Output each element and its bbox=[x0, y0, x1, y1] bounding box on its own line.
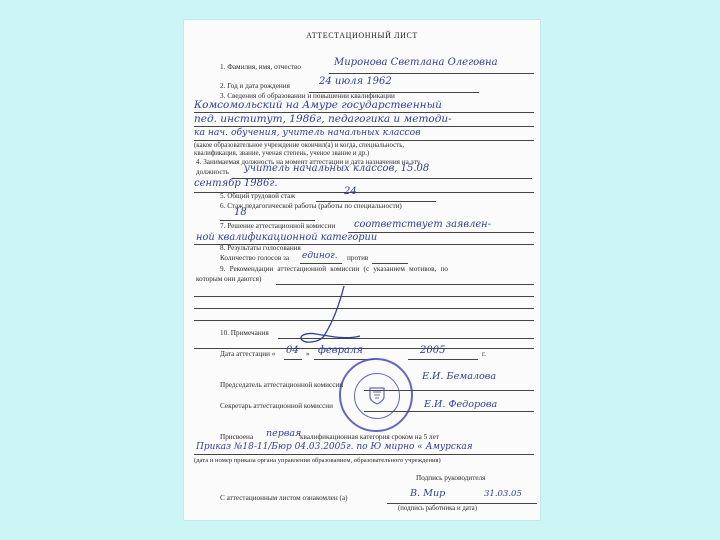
field-1-line bbox=[329, 73, 534, 74]
assigned-suffix: квалификационная категория сроком на 5 лет bbox=[300, 433, 439, 441]
field-1-label: 1. Фамилия, имя, отчество bbox=[220, 63, 301, 71]
field-3-note-2: квалификация, звание, ученая степень, ученое звание и др.) bbox=[194, 150, 370, 157]
field-3-value-line-3: ка нач. обучения, учитель начальных классов bbox=[194, 127, 421, 138]
ack-label: С аттестационным листом ознакомлен (а) bbox=[220, 494, 348, 502]
field-3-note-1: (какое образовательное учреждение окончил(а) и когда, специальность, bbox=[194, 142, 405, 149]
attestation-sheet bbox=[184, 20, 540, 520]
field-5-value: 24 bbox=[344, 186, 357, 197]
head-signature-label: Подпись руководителя bbox=[416, 474, 486, 482]
ack-signature: В. Мир bbox=[410, 488, 446, 499]
order-line bbox=[194, 454, 534, 455]
date-day: 04 bbox=[286, 345, 299, 356]
document-title: АТТЕСТАЦИОННЫЙ ЛИСТ bbox=[306, 31, 418, 40]
official-seal bbox=[339, 358, 413, 432]
field-7-label: 7. Решение аттестационной комиссии bbox=[220, 222, 336, 230]
secretary-line bbox=[364, 411, 534, 412]
field-3-label: 3. Сведения об образовании и повышении квалификации bbox=[220, 92, 395, 100]
field-7-value-line-2: ной квалификационной категории bbox=[196, 232, 378, 243]
date-year: 2005 bbox=[420, 345, 446, 356]
field-8-label: 8. Результаты голосования bbox=[220, 244, 301, 252]
field-8-against-label: против bbox=[347, 254, 369, 262]
field-6-value: 18 bbox=[234, 207, 247, 218]
z-crossout-mark bbox=[294, 280, 374, 350]
assigned-category-value: первая bbox=[266, 428, 302, 439]
ack-date: 31.03.05 bbox=[484, 489, 522, 499]
field-9-label-1: 9. Рекомендации аттестационной комиссии (с указанием мотивов, по bbox=[220, 265, 448, 273]
field-4-label-2: должность bbox=[196, 168, 229, 176]
field-1-value: Миронова Светлана Олеговна bbox=[334, 57, 498, 68]
secretary-label: Секретарь аттестационной комиссии bbox=[220, 402, 333, 410]
order-note: (дата и номер приказа органа управления образованием, образовательного учреждения) bbox=[194, 457, 441, 464]
field-10-label: 10. Примечания bbox=[220, 329, 269, 337]
chair-signature: Е.И. Бемалова bbox=[422, 371, 497, 382]
field-4-value-line-2: сентябр 1986г. bbox=[194, 178, 278, 189]
assigned-prefix: Присвоена bbox=[220, 433, 254, 441]
field-3-value-line-1: Комсомольский на Амуре государственный bbox=[194, 99, 442, 111]
field-4-label-1: 4. Занимаемая должность на момент аттестации и дата назначения на эту bbox=[196, 158, 421, 166]
field-8-count-label: Количество голосов за bbox=[220, 254, 290, 262]
ack-note: (подпись работника и дата) bbox=[398, 505, 477, 512]
chair-line bbox=[364, 390, 534, 391]
field-2-label: 2. Год и дата рождения bbox=[220, 82, 290, 90]
date-suffix: г. bbox=[482, 350, 486, 358]
field-5-label: 5. Общий трудовой стаж bbox=[220, 192, 296, 200]
field-6-line bbox=[220, 220, 315, 221]
field-8-against-line bbox=[372, 263, 408, 264]
field-4-value-line-1: учитель начальных классов, 15.08 bbox=[244, 163, 430, 174]
date-day-line bbox=[284, 359, 302, 360]
chair-label: Председатель аттестационной комиссии bbox=[220, 381, 344, 389]
field-8-for-line bbox=[300, 263, 342, 264]
field-2-value: 24 июля 1962 bbox=[319, 76, 392, 87]
field-8-for-value: единог. bbox=[302, 251, 338, 261]
order-value: Приказ №18-11/Бюр 04.03.2005г. по Ю мирно « Амурская bbox=[196, 442, 473, 452]
date-mid: » bbox=[306, 350, 310, 358]
field-9-label-2: которым они даются) bbox=[196, 275, 262, 283]
date-label: Дата аттестации « bbox=[220, 350, 276, 358]
secretary-signature: Е.И. Федорова bbox=[424, 399, 498, 410]
field-7-value-line-1: соответствует заявлен- bbox=[354, 219, 491, 230]
field-6-label: 6. Стаж педагогической работы (работы по специальности) bbox=[220, 202, 402, 210]
date-month: февраля bbox=[318, 345, 363, 356]
date-year-line bbox=[408, 359, 478, 360]
field-3-value-line-2: пед. институт, 1986г, педагогика и методи- bbox=[194, 113, 452, 125]
